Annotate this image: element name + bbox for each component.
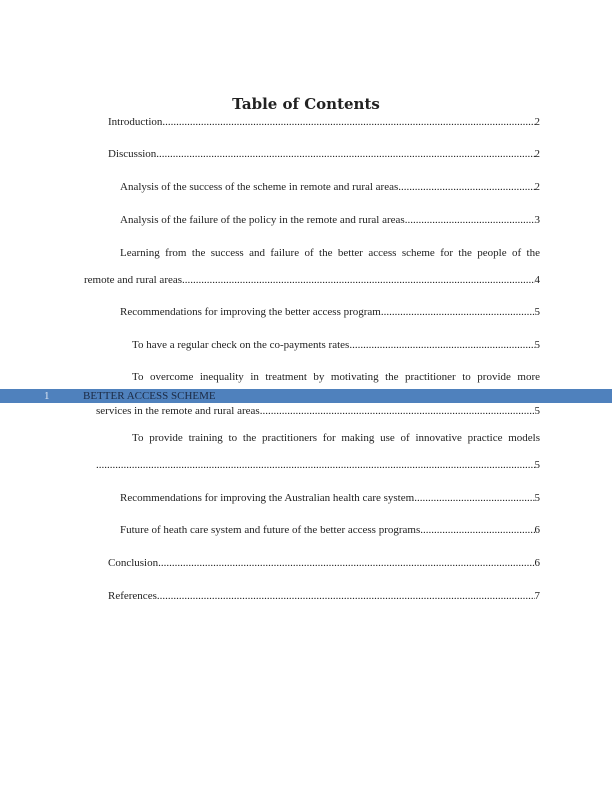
entry-page: 2	[534, 116, 540, 128]
entry-page: 4	[534, 274, 540, 286]
entry-text: References	[108, 590, 157, 602]
entry-page: 5	[534, 306, 540, 318]
leader-dots	[414, 492, 534, 505]
leader-dots	[156, 148, 534, 161]
leader-dots	[182, 274, 534, 287]
leader-dots	[157, 590, 535, 603]
toc-entry[interactable]	[96, 459, 540, 472]
toc-entry[interactable]	[120, 214, 540, 227]
entry-page: 3	[534, 214, 540, 226]
entry-text: Introduction	[108, 116, 163, 128]
leader-dots	[398, 181, 534, 194]
toc-entry[interactable]	[120, 492, 540, 505]
page-number: 1	[44, 390, 50, 402]
toc-entry[interactable]	[108, 116, 540, 129]
leader-dots	[96, 459, 535, 472]
toc-entry[interactable]	[108, 148, 540, 161]
leader-dots	[420, 524, 534, 537]
toc-entry[interactable]	[96, 405, 540, 418]
entry-text: Recommendations for improving the Australian health care system	[120, 492, 415, 504]
entry-page: 2	[534, 148, 540, 160]
entry-page: 2	[534, 181, 540, 193]
entry-page: 5	[534, 492, 540, 504]
entry-page: 5	[534, 405, 540, 417]
leader-dots	[162, 116, 534, 129]
entry-page: 6	[534, 557, 540, 569]
toc-entry[interactable]	[120, 524, 540, 537]
entry-page: 5	[534, 459, 540, 471]
leader-dots	[260, 405, 535, 418]
entry-page: 5	[534, 339, 540, 351]
toc-entry[interactable]	[120, 181, 540, 194]
leader-dots	[349, 339, 534, 352]
entry-text: Discussion	[108, 148, 157, 160]
toc-entry[interactable]	[108, 590, 540, 603]
entry-text-line1[interactable]: To provide training to the practitioners for making use of innovative practice models	[132, 432, 540, 444]
entry-text-line1[interactable]: To overcome inequality in treatment by motivating the practitioner to provide more	[132, 371, 540, 383]
running-head: BETTER ACCESS SCHEME	[83, 390, 216, 402]
page-header-bar	[0, 389, 612, 403]
toc-entry[interactable]	[132, 339, 540, 352]
leader-dots	[158, 557, 534, 570]
entry-text: Recommendations for improving the better access program	[120, 306, 381, 318]
entry-text: remote and rural areas	[84, 274, 183, 286]
entry-text: To have a regular check on the co-payments rates	[132, 339, 350, 351]
leader-dots	[381, 306, 535, 319]
toc-entry[interactable]	[120, 306, 540, 319]
entry-text-line1[interactable]: Learning from the success and failure of the better access scheme for the people of the	[120, 247, 540, 259]
toc-entry[interactable]	[84, 274, 540, 287]
entry-page: 6	[534, 524, 540, 536]
entry-text: Conclusion	[108, 557, 159, 569]
toc-title: Table of Contents	[232, 95, 380, 113]
entry-page: 7	[534, 590, 540, 602]
leader-dots	[405, 214, 535, 227]
entry-text: Analysis of the success of the scheme in remote and rural areas	[120, 181, 399, 193]
entry-text: services in the remote and rural areas	[96, 405, 260, 417]
entry-text: Future of heath care system and future of the better access programs	[120, 524, 421, 536]
entry-text: Analysis of the failure of the policy in the remote and rural areas	[120, 214, 405, 226]
toc-entry[interactable]	[108, 557, 540, 570]
